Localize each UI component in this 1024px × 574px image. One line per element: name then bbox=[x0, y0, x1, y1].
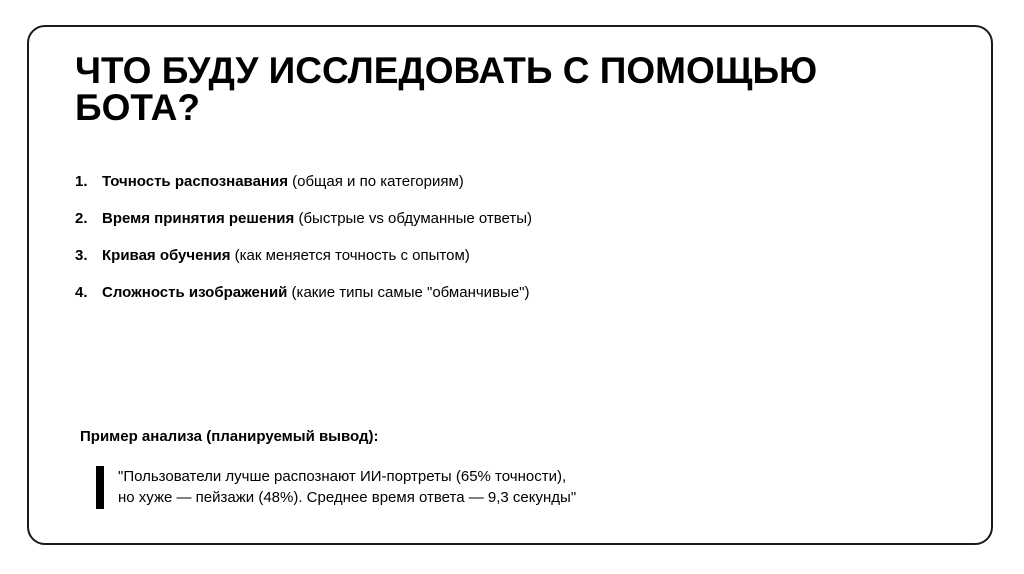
list-item bbox=[75, 280, 545, 306]
list-item-description: (как меняется точность с опытом) bbox=[230, 247, 470, 264]
example-heading: Пример анализа (планируемый вывод): bbox=[80, 428, 379, 445]
quote-bar bbox=[96, 466, 104, 509]
example-quote bbox=[118, 466, 678, 508]
list-item-number: 1. bbox=[75, 173, 88, 190]
list-item-description: (какие типы самые "обманчивые") bbox=[287, 284, 530, 301]
list-item-description: (быстрые vs обдуманные ответы) bbox=[294, 210, 533, 227]
list-item-number: 4. bbox=[75, 284, 88, 301]
list-item-number: 3. bbox=[75, 247, 88, 264]
list-item-title: Кривая обучения bbox=[102, 247, 231, 264]
slide-title bbox=[75, 52, 935, 126]
list-item-number: 2. bbox=[75, 210, 88, 227]
slide-title-line-1: ЧТО БУДУ ИССЛЕДОВАТЬ С ПОМОЩЬЮ bbox=[75, 50, 818, 91]
list-item-title: Точность распознавания bbox=[102, 173, 288, 190]
quote-line-1: "Пользователи лучше распознают ИИ-портреты (65% точности), bbox=[118, 468, 567, 485]
list-item-title: Сложность изображений bbox=[102, 284, 288, 301]
list-item-title: Время принятия решения bbox=[102, 210, 295, 227]
list-item-description: (общая и по категориям) bbox=[287, 173, 464, 190]
slide-title-line-2: БОТА? bbox=[75, 87, 200, 128]
list-item bbox=[75, 243, 545, 269]
quote-line-2: но хуже — пейзажи (48%). Среднее время ответа — 9,3 секунды" bbox=[118, 489, 577, 506]
research-list bbox=[75, 169, 545, 317]
list-item bbox=[75, 169, 545, 195]
list-item bbox=[75, 206, 545, 232]
